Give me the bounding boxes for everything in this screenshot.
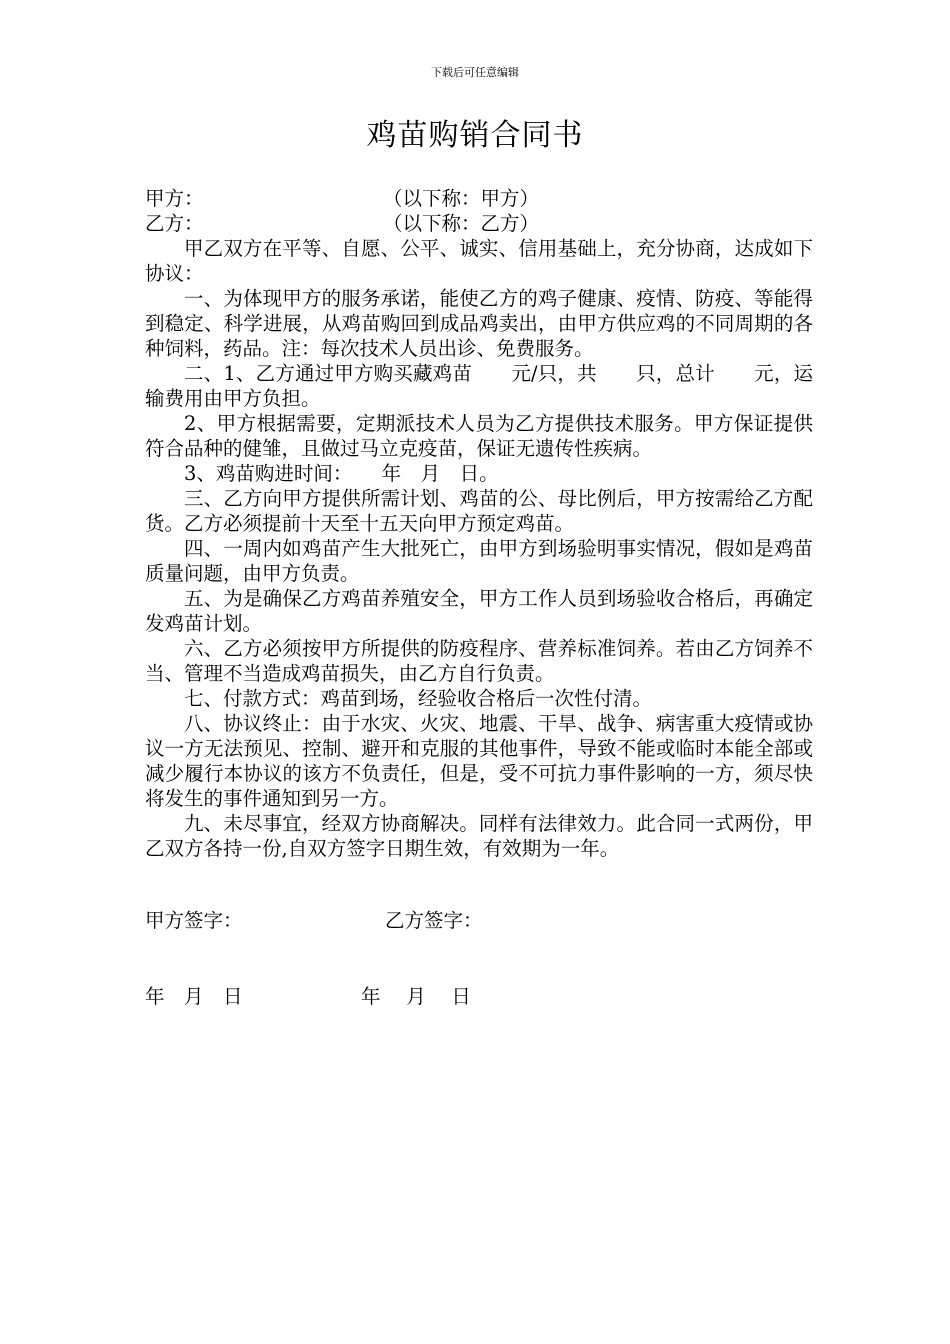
contract-body: [145, 186, 813, 861]
paragraph-clause-2-1: 二、1、乙方通过甲方购买藏鸡苗 元/只，共 只，总计 元，运输费用由甲方负担。: [145, 362, 813, 410]
party-b-label: 乙方：: [145, 212, 204, 235]
party-a-date: 年 月 日: [145, 985, 243, 1008]
party-a-alias: （以下称：甲方）: [383, 187, 540, 210]
paragraph-clause-1: 一、为体现甲方的服务承诺，能使乙方的鸡子健康、疫情、防疫、等能得到稳定、科学进展，从鸡苗购回到成品鸡卖出，由甲方供应鸡的不同周期的各种饲料，药品。注：每次技术人员出诊、免费服务。: [145, 287, 813, 360]
document-title: 鸡苗购销合同书: [366, 118, 584, 153]
party-b-alias: （以下称：乙方）: [383, 212, 540, 235]
paragraph-intro: 甲乙双方在平等、自愿、公平、诚实、信用基础上，充分协商，达成如下协议：: [145, 237, 813, 285]
date-row: [145, 984, 471, 1009]
party-b-signature-label: 乙方签字：: [385, 909, 483, 932]
paragraph-clause-5: 五、为是确保乙方鸡苗养殖安全，甲方工作人员到场验收合格后，再确定发鸡苗计划。: [145, 587, 813, 635]
party-b-line: [145, 211, 813, 236]
paragraph-clause-6: 六、乙方必须按甲方所提供的防疫程序、营养标准饲养。若由乙方饲养不当、管理不当造成鸡苗损失，由乙方自行负责。: [145, 637, 813, 685]
signature-row: [145, 908, 483, 933]
paragraph-clause-9: 九、未尽事宜，经双方协商解决。同样有法律效力。此合同一式两份，甲乙双方各持一份,自双方签字日期生效，有效期为一年。: [145, 812, 813, 860]
paragraph-clause-8: 八、协议终止：由于水灾、火灾、地震、干旱、战争、病害重大疫情或协议一方无法预见、控制、避开和克服的其他事件，导致不能或临时本能全部或减少履行本协议的该方不负责任，但是，受不可抗力事件影响的一方，须尽快将发生的事件通知到另一方。: [145, 712, 813, 810]
party-a-signature-label: 甲方签字：: [145, 909, 243, 932]
paragraph-clause-3: 三、乙方向甲方提供所需计划、鸡苗的公、母比例后，甲方按需给乙方配货。乙方必须提前十天至十五天向甲方预定鸡苗。: [145, 487, 813, 535]
party-b-date: 年 月 日: [361, 985, 471, 1008]
party-a-line: [145, 186, 813, 211]
paragraph-clause-2-3: 3、鸡苗购进时间： 年 月 日。: [184, 462, 499, 485]
party-a-label: 甲方：: [145, 187, 204, 210]
paragraph-clause-2-2: 2、甲方根据需要，定期派技术人员为乙方提供技术服务。甲方保证提供符合品种的健雏，且做过马立克疫苗，保证无遗传性疾病。: [145, 412, 813, 460]
header-note: 下载后可任意编辑: [431, 66, 519, 79]
paragraph-clause-4: 四、一周内如鸡苗产生大批死亡，由甲方到场验明事实情况，假如是鸡苗质量问题，由甲方负责。: [145, 537, 813, 585]
paragraph-clause-7: 七、付款方式：鸡苗到场，经验收合格后一次性付清。: [184, 687, 653, 710]
